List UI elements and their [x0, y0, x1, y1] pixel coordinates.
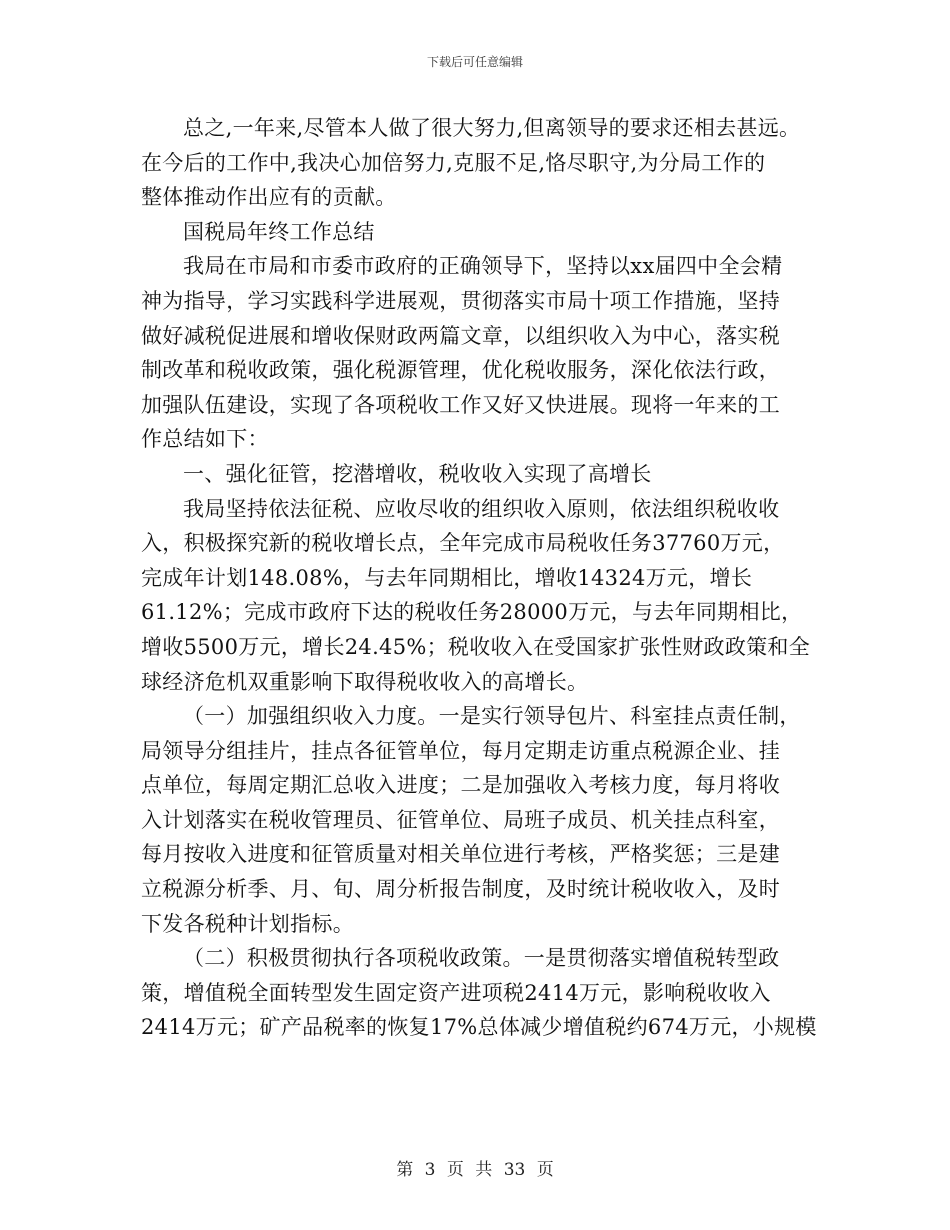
text-line: 我局在市局和市委市政府的正确领导下，坚持以xx届四中全会精: [183, 254, 783, 279]
text-line: 入计划落实在税收管理员、征管单位、局班子成员、机关挂点科室，: [141, 807, 780, 832]
text-line: 加强队伍建设，实现了各项税收工作又好又快进展。现将一年来的工: [141, 392, 780, 417]
text-line: （二）积极贯彻执行各项税收政策。一是贯彻落实增值税转型政: [183, 946, 780, 971]
document-body: [141, 111, 821, 1045]
text-line: 立税源分析季、月、旬、周分析报告制度，及时统计税收收入，及时: [141, 877, 780, 902]
text-line: 一、强化征管，挖潜增收，税收收入实现了高增长: [183, 461, 652, 486]
page-footer: 第 3 页 共 33 页: [396, 1160, 554, 1180]
text-line: 制改革和税收政策，强化税源管理，优化税收服务，深化依法行政，: [141, 358, 780, 383]
text-line: 下发各税种计划指标。: [141, 911, 354, 936]
text-line: 点单位，每周定期汇总收入进度；二是加强收入考核力度，每月将收: [141, 773, 780, 798]
text-line: 2414万元；矿产品税率的恢复17%总体减少增值税约674万元，小规模: [141, 1015, 817, 1040]
text-line: 整体推动作出应有的贡献。: [141, 185, 397, 210]
text-line: 完成年计划148.08%，与去年同期相比，增收14324万元，增长: [141, 565, 753, 590]
text-line: 61.12%；完成市政府下达的税收任务28000万元，与去年同期相比，: [141, 600, 803, 625]
page-header: 下载后可任意编辑: [426, 55, 523, 69]
text-line: 入，积极探究新的税收增长点，全年完成市局税收任务37760万元，: [141, 531, 785, 556]
text-line: 球经济危机双重影响下取得税收收入的高增长。: [141, 669, 589, 694]
text-line: 局领导分组挂片，挂点各征管单位，每月定期走访重点税源企业、挂: [141, 738, 780, 763]
text-line: 在今后的工作中,我决心加倍努力,克服不足,恪尽职守,为分局工作的: [141, 150, 766, 175]
text-line: （一）加强组织收入力度。一是实行领导包片、科室挂点责任制，: [183, 704, 801, 729]
text-line: 国税局年终工作总结: [183, 219, 375, 244]
text-line: 作总结如下：: [141, 427, 269, 452]
text-line: 增收5500万元，增长24.45%；税收收入在受国家扩张性财政政策和全: [141, 634, 811, 659]
text-line: 神为指导，学习实践科学进展观，贯彻落实市局十项工作措施，坚持: [141, 288, 780, 313]
text-line: 我局坚持依法征税、应收尽收的组织收入原则，依法组织税收收: [183, 496, 780, 521]
text-line: 做好减税促进展和增收保财政两篇文章，以组织收入为中心，落实税: [141, 323, 780, 348]
text-line: 策，增值税全面转型发生固定资产进项税2414万元，影响税收收入: [141, 980, 771, 1005]
text-line: 每月按收入进度和征管质量对相关单位进行考核，严格奖惩；三是建: [141, 842, 780, 867]
text-line: 总之,一年来,尽管本人做了很大努力,但离领导的要求还相去甚远。: [183, 116, 801, 140]
